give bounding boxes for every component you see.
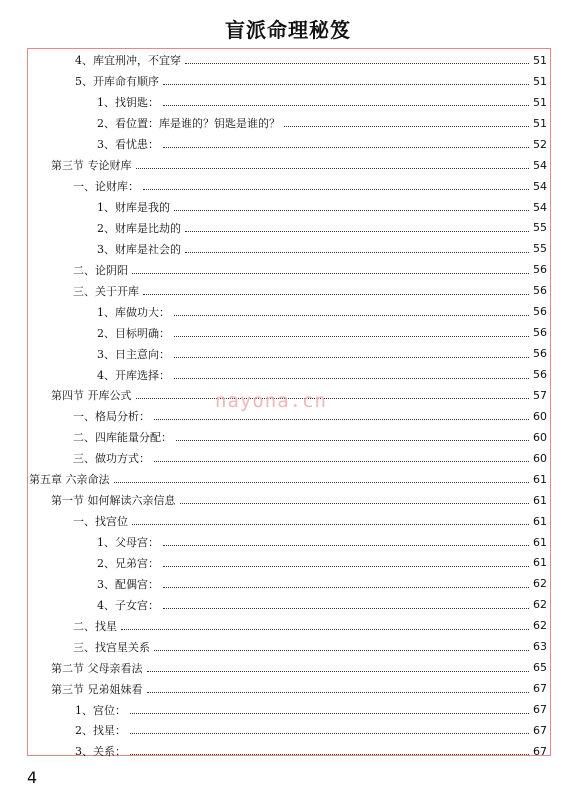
toc-entry[interactable] (29, 427, 547, 448)
toc-entry[interactable] (29, 573, 547, 594)
toc-entry-title: 2、兄弟宫： (97, 556, 159, 570)
toc-entry-page: 56 (533, 284, 547, 298)
toc-entry-title: 1、宫位： (75, 703, 126, 717)
toc-entry[interactable] (29, 218, 547, 239)
toc-entry-page: 67 (533, 723, 547, 737)
toc-entry-page: 56 (533, 368, 547, 382)
toc-entry[interactable] (29, 720, 547, 741)
toc-leader-dots (163, 607, 529, 609)
toc-entry[interactable] (29, 448, 547, 469)
toc-entry[interactable] (29, 469, 547, 490)
toc-entry[interactable] (29, 50, 547, 71)
toc-entry-title: 3、关系： (75, 745, 126, 759)
toc-entry-title: 3、看忧患： (97, 138, 159, 152)
toc-entry-title: 第二节 父母亲看法 (51, 661, 143, 675)
toc-entry-page: 55 (533, 242, 547, 256)
toc-entry-page: 67 (533, 703, 547, 717)
toc-entry-title: 第三节 兄弟姐妹看 (51, 682, 143, 696)
toc-entry-title: 一、找宫位 (73, 515, 128, 529)
toc-entry-page: 61 (533, 556, 547, 570)
toc-entry-title: 第一节 如何解读六亲信息 (51, 494, 176, 508)
toc-leader-dots (130, 753, 529, 755)
toc-entry[interactable] (29, 280, 547, 301)
toc-entry[interactable] (29, 490, 547, 511)
toc-entry-page: 54 (533, 200, 547, 214)
toc-leader-dots (136, 167, 530, 169)
toc-entry-title: 1、库做功大： (97, 305, 170, 319)
toc-entry-page: 61 (533, 514, 547, 528)
toc-entry-page: 67 (533, 682, 547, 696)
toc-entry-title: 一、格局分析： (73, 410, 150, 424)
toc-entry[interactable] (29, 553, 547, 574)
toc-entry-title: 三、做功方式： (73, 452, 150, 466)
toc-leader-dots (163, 586, 529, 588)
toc-leader-dots (163, 544, 529, 546)
toc-leader-dots (143, 188, 529, 190)
toc-entry-page: 55 (533, 221, 547, 235)
toc-entry[interactable] (29, 92, 547, 113)
toc-entry-title: 4、子女宫： (97, 598, 159, 612)
toc-entry[interactable] (29, 678, 547, 699)
toc-entry-title: 第四节 开库公式 (51, 389, 132, 403)
toc-leader-dots (174, 335, 529, 337)
toc-leader-dots (154, 649, 529, 651)
toc-entry[interactable] (29, 741, 547, 762)
toc-entry-title: 1、父母宫： (97, 536, 159, 550)
toc-entry-title: 三、找宫星关系 (73, 640, 150, 654)
toc-entry-page: 62 (533, 619, 547, 633)
watermark: nayona.cn (215, 390, 327, 412)
toc-entry-page: 62 (533, 577, 547, 591)
toc-entry[interactable] (29, 113, 547, 134)
toc-entry[interactable] (29, 343, 547, 364)
toc-entry[interactable] (29, 71, 547, 92)
toc-entry-page: 56 (533, 263, 547, 277)
toc-leader-dots (185, 230, 529, 232)
toc-entry-page: 61 (533, 472, 547, 486)
toc-entry[interactable] (29, 699, 547, 720)
toc-leader-dots (147, 670, 530, 672)
toc-entry-title: 4、库宜刑冲，不宜穿 (75, 54, 181, 68)
toc-leader-dots (163, 83, 529, 85)
toc-entry-title: 4、开库选择： (97, 368, 170, 382)
toc-leader-dots (132, 523, 529, 525)
toc-entry-title: 二、论阴阳 (73, 263, 128, 277)
toc-entry[interactable] (29, 636, 547, 657)
toc-entry[interactable] (29, 511, 547, 532)
toc-entry-title: 2、找星： (75, 724, 126, 738)
toc-entry-title: 第三节 专论财库 (51, 159, 132, 173)
toc-entry-title: 2、看位置：库是谁的？钥匙是谁的？ (97, 117, 280, 131)
toc-entry[interactable] (29, 615, 547, 636)
toc-entry-page: 52 (533, 137, 547, 151)
toc-leader-dots (130, 732, 529, 734)
toc-entry[interactable] (29, 364, 547, 385)
toc-entry-title: 3、日主意向： (97, 347, 170, 361)
toc-entry-title: 5、开库命有顺序 (75, 75, 159, 89)
toc-entry-title: 3、配偶宫： (97, 577, 159, 591)
toc-entry-page: 54 (533, 179, 547, 193)
toc-leader-dots (284, 125, 529, 127)
toc-leader-dots (163, 104, 529, 106)
toc-entry-page: 56 (533, 326, 547, 340)
page-number: 4 (27, 768, 38, 787)
toc-entry-title: 1、财库是我的 (97, 201, 170, 215)
toc-leader-dots (154, 460, 529, 462)
toc-entry-page: 54 (533, 158, 547, 172)
toc-entry[interactable] (29, 657, 547, 678)
toc-leader-dots (185, 62, 529, 64)
toc-entry[interactable] (29, 238, 547, 259)
toc-entry-page: 65 (533, 661, 547, 675)
toc-entry-title: 2、目标明确： (97, 326, 170, 340)
toc-leader-dots (163, 146, 529, 148)
toc-entry-page: 62 (533, 598, 547, 612)
toc-entry[interactable] (29, 197, 547, 218)
toc-entry-title: 1、找钥匙： (97, 96, 159, 110)
toc-leader-dots (147, 691, 530, 693)
toc-leader-dots (180, 502, 530, 504)
toc-entry[interactable] (29, 594, 547, 615)
toc-entry[interactable] (29, 176, 547, 197)
toc-leader-dots (174, 377, 529, 379)
toc-entry-page: 51 (533, 116, 547, 130)
page-title: 盲派命理秘笈 (225, 18, 351, 42)
toc-leader-dots (121, 628, 529, 630)
toc-entry-page: 56 (533, 347, 547, 361)
toc-entry[interactable] (29, 322, 547, 343)
toc-entry-title: 一、论财库： (73, 180, 139, 194)
toc-leader-dots (176, 439, 529, 441)
toc-entry-title: 三、关于开库 (73, 284, 139, 298)
toc-leader-dots (132, 272, 529, 274)
toc-entry-page: 61 (533, 535, 547, 549)
toc-entry-title: 3、财库是社会的 (97, 242, 181, 256)
toc-entry[interactable] (29, 134, 547, 155)
toc-entry-page: 51 (533, 95, 547, 109)
toc-entry-title: 二、找星 (73, 619, 117, 633)
toc-leader-dots (143, 293, 529, 295)
toc-entry[interactable] (29, 301, 547, 322)
toc-entry-page: 51 (533, 74, 547, 88)
toc-entry[interactable] (29, 532, 547, 553)
toc-entry-page: 63 (533, 640, 547, 654)
toc-leader-dots (174, 314, 529, 316)
toc-entry-page: 60 (533, 430, 547, 444)
toc-leader-dots (174, 209, 529, 211)
toc-leader-dots (136, 397, 530, 399)
toc-leader-dots (163, 565, 529, 567)
toc-entry-page: 61 (533, 493, 547, 507)
toc-entry-page: 57 (533, 388, 547, 402)
toc-entry-page: 60 (533, 409, 547, 423)
toc-entry-page: 67 (533, 744, 547, 758)
toc-entry[interactable] (29, 155, 547, 176)
toc-entry[interactable] (29, 259, 547, 280)
toc-leader-dots (114, 481, 530, 483)
toc-leader-dots (130, 712, 529, 714)
toc-leader-dots (185, 251, 529, 253)
toc-entry-page: 60 (533, 451, 547, 465)
toc-leader-dots (174, 356, 529, 358)
toc-entry-title: 第五章 六亲命法 (29, 473, 110, 487)
toc-entry-title: 2、财库是比劫的 (97, 221, 181, 235)
toc-entry-title: 二、四库能量分配： (73, 431, 172, 445)
toc-entry-page: 51 (533, 53, 547, 67)
toc-leader-dots (154, 418, 529, 420)
toc-entry-page: 56 (533, 305, 547, 319)
